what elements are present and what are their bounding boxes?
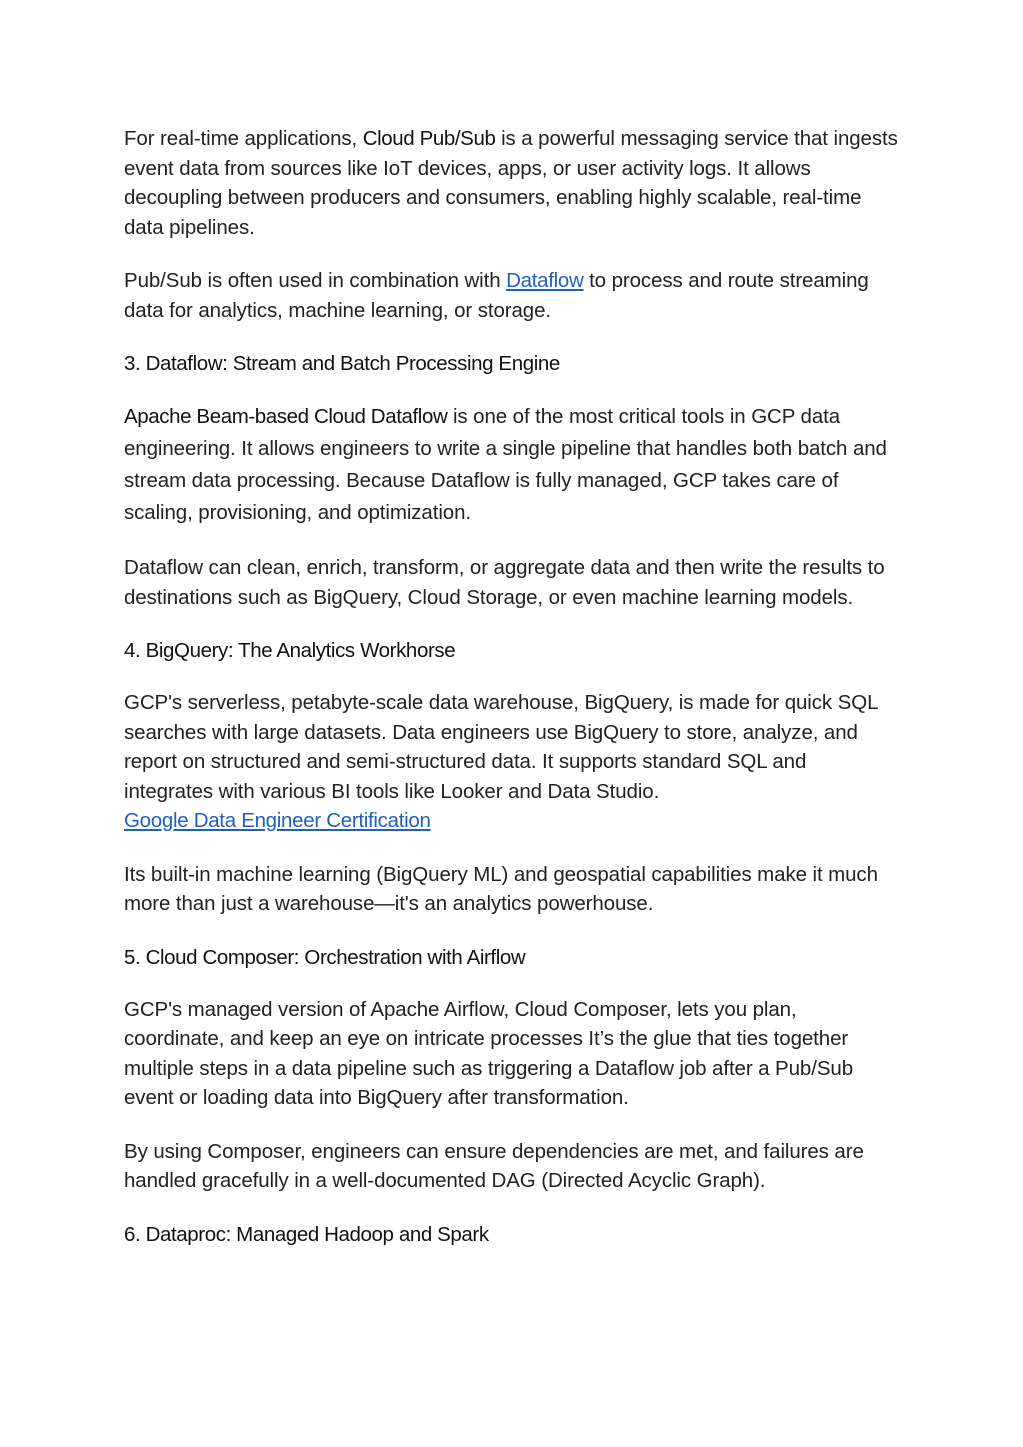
pubsub-intro-rest: is a powerful messaging service that ingests event data from sources like IoT devices, apps, or user activity logs. It allows decoupling between producers and consumers, enabling highly scalable, real-time data pipelines. bbox=[124, 127, 898, 239]
paragraph-composer-dependencies: By using Composer, engineers can ensure dependencies are met, and failures are handled gracefully in a well-documented DAG (Directed Acyclic Graph). bbox=[124, 1139, 864, 1192]
paragraph-bigquery-intro bbox=[124, 688, 899, 836]
pubsub-term: Cloud Pub/Sub bbox=[362, 127, 496, 150]
paragraph-pubsub-combination bbox=[124, 266, 899, 325]
pubsub-combination-rest: to process and route streaming data for analytics, machine learning, or storage. bbox=[124, 269, 869, 322]
dataflow-intro-rest: is one of the most critical tools in GCP data engineering. It allows engineers to write a single pipeline that handles both batch and stream data processing. Because Dataflow is fully managed, GCP takes care of scaling, provisioning, and optimization. bbox=[124, 405, 887, 524]
bigquery-intro-text: GCP's serverless, petabyte-scale data warehouse, BigQuery, is made for quick SQL searches with large datasets. Data engineers use BigQuery to store, analyze, and report on structured and semi-structured data. It supports standard SQL and integrates with various BI tools like Looker and Data Studio. bbox=[124, 691, 878, 803]
dataflow-link[interactable]: Dataflow bbox=[506, 269, 584, 292]
pubsub-intro-text: For real-time applications, bbox=[124, 127, 363, 150]
document-page bbox=[124, 124, 899, 1272]
paragraph-bigquery-ml: Its built-in machine learning (BigQuery ML) and geospatial capabilities make it much more than just a warehouse—it's an analytics powerhouse. bbox=[124, 862, 878, 915]
heading-bigquery: 4. BigQuery: The Analytics Workhorse bbox=[124, 639, 456, 662]
paragraph-dataflow-intro bbox=[124, 401, 899, 529]
paragraph-composer-intro: GCP's managed version of Apache Airflow, Cloud Composer, lets you plan, coordinate, and keep an eye on intricate processes It’s the glue that ties together multiple steps in a data pipeline such as triggering a Dataflow job after a Pub/Sub event or loading data into BigQuery after transformation. bbox=[124, 997, 854, 1109]
dataflow-term: Apache Beam-based Cloud Dataflow bbox=[124, 405, 448, 428]
heading-composer: 5. Cloud Composer: Orchestration with Airflow bbox=[124, 945, 526, 969]
paragraph-dataflow-destinations: Dataflow can clean, enrich, transform, or aggregate data and then write the results to destinations such as BigQuery, Cloud Storage, or even machine learning models. bbox=[124, 556, 885, 609]
paragraph-pubsub-intro bbox=[124, 124, 899, 242]
certification-link[interactable]: Google Data Engineer Certification bbox=[124, 809, 431, 832]
heading-dataproc: 6. Dataproc: Managed Hadoop and Spark bbox=[124, 1222, 489, 1246]
pubsub-combination-text: Pub/Sub is often used in combination with bbox=[124, 269, 507, 292]
heading-dataflow: 3. Dataflow: Stream and Batch Processing Engine bbox=[124, 352, 560, 375]
